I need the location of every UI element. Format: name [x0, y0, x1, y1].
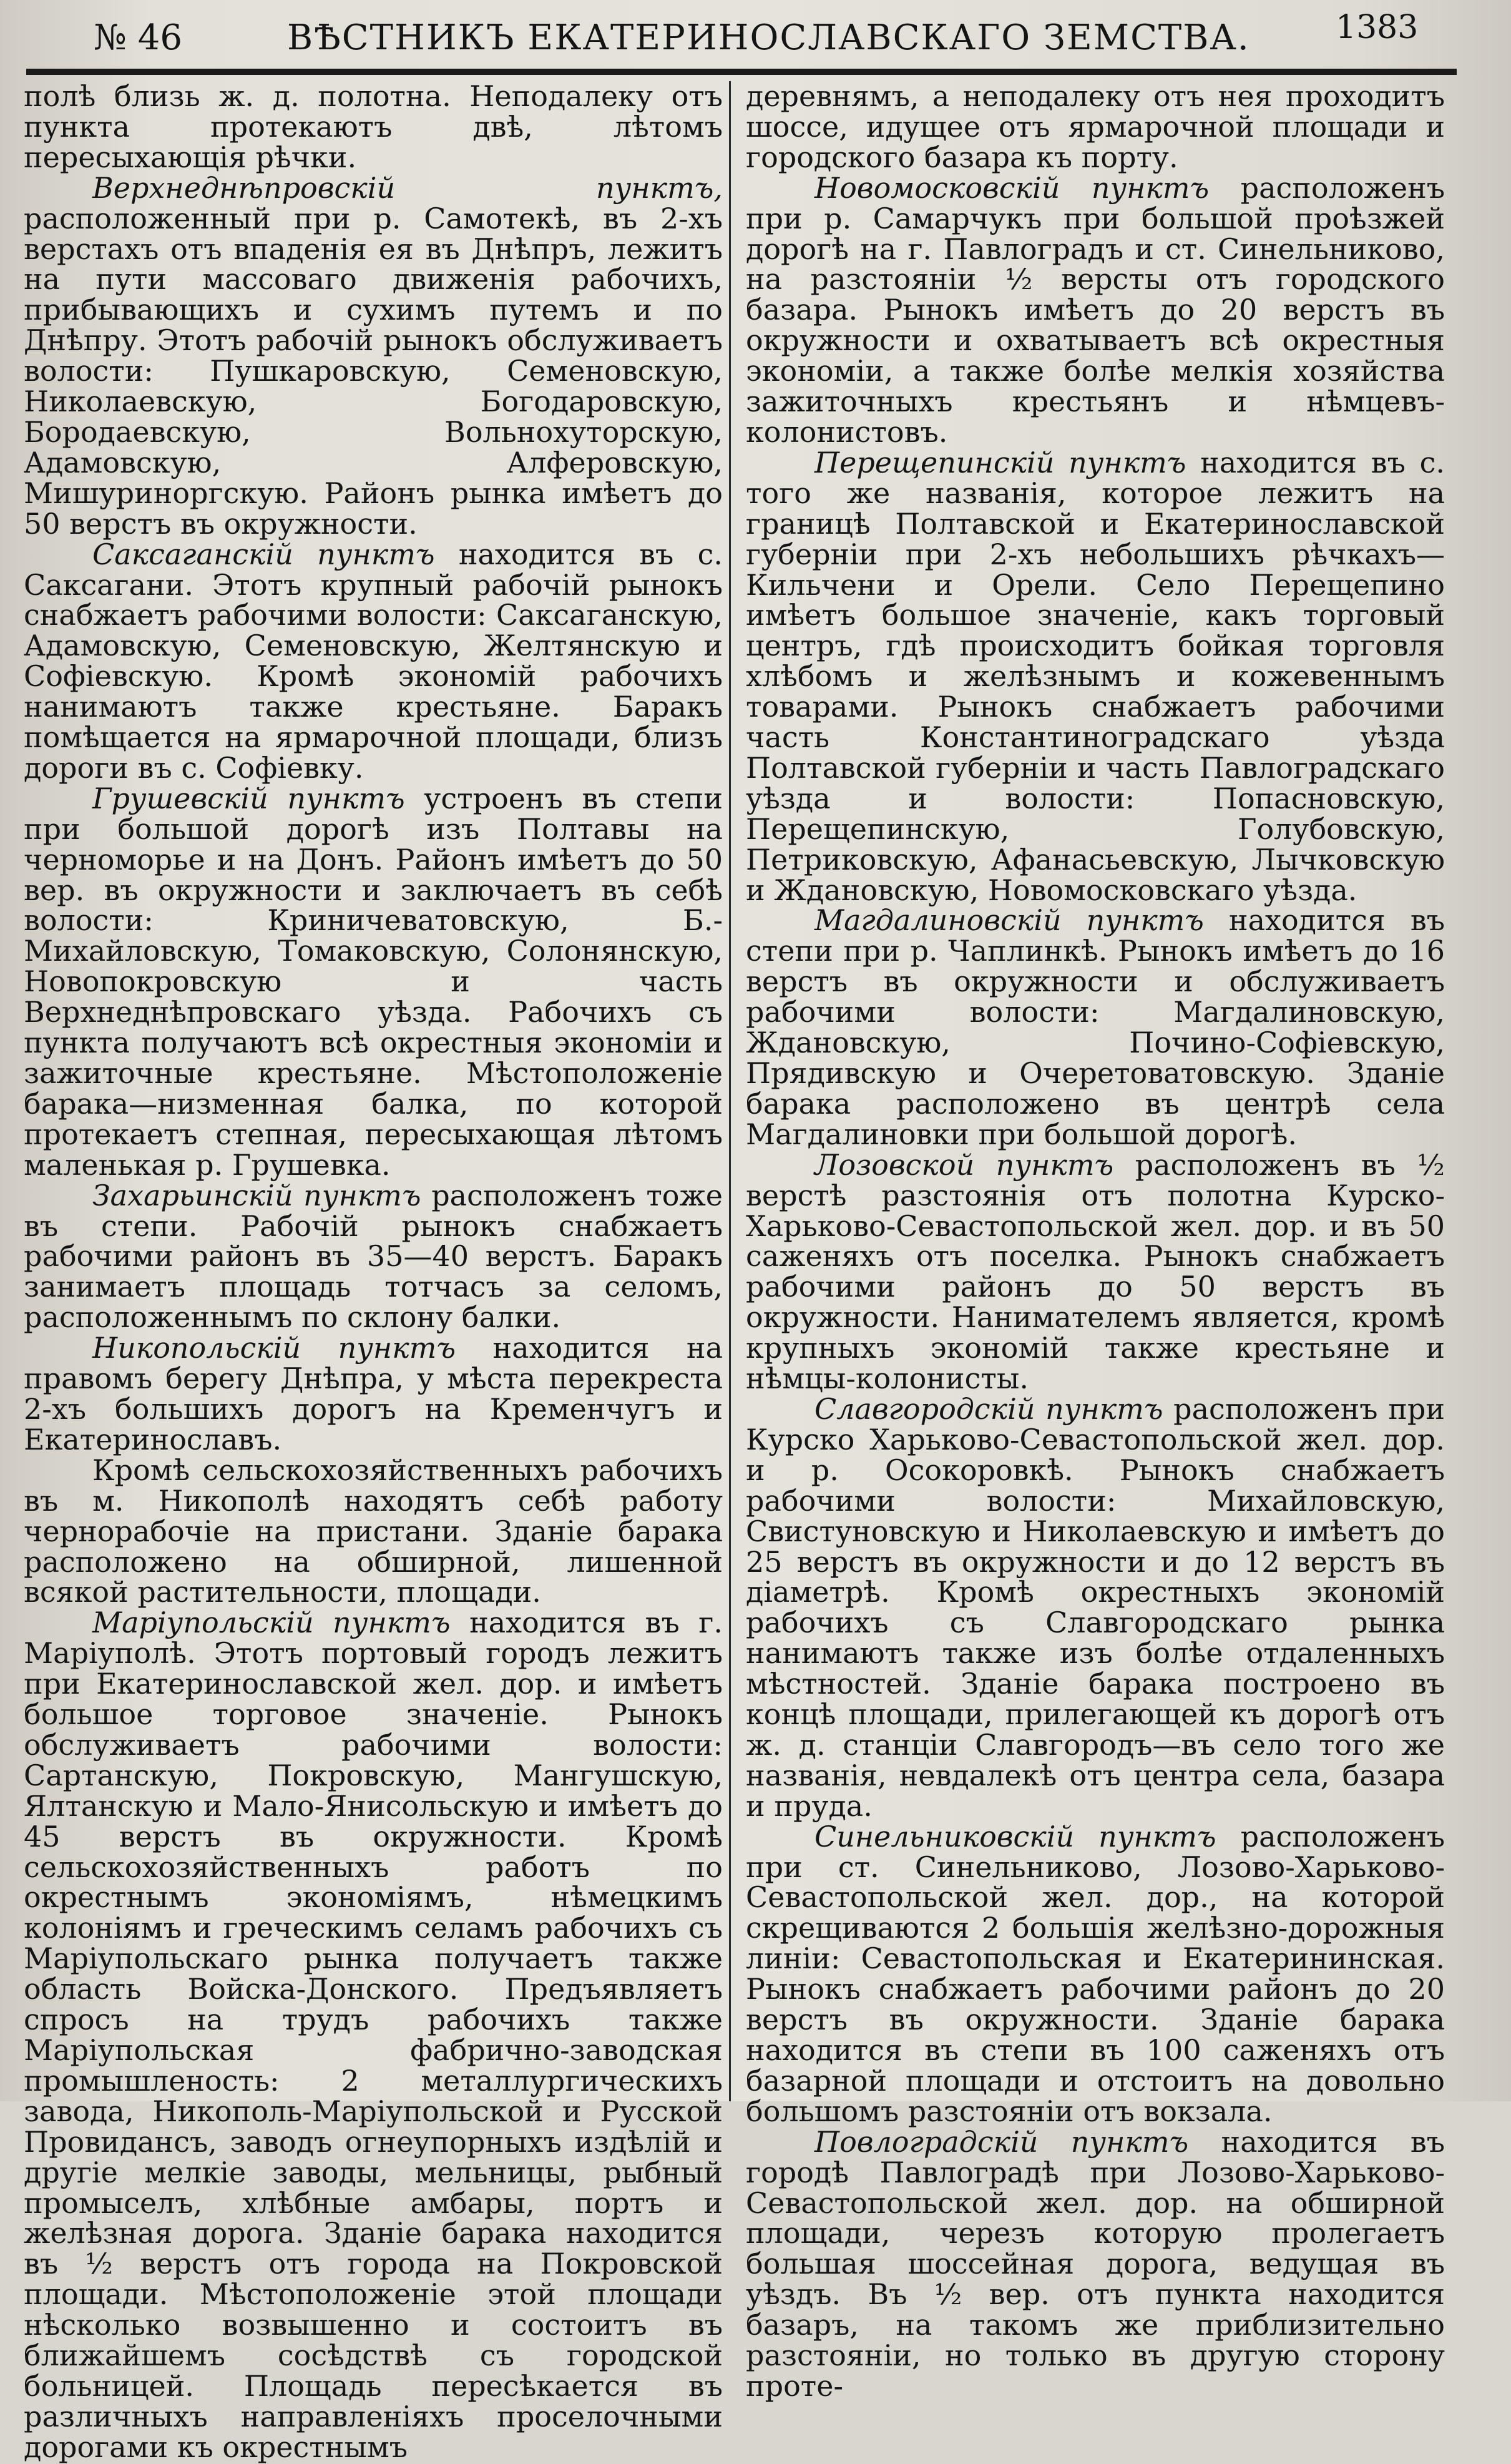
- paragraph: [746, 1147, 1445, 1396]
- right-column: [746, 79, 1445, 2403]
- paragraph: [24, 81, 723, 173]
- paragraph-text: Кромѣ сельскохозяйственныхъ рабочихъ въ м. Никополѣ находятъ себѣ работу чернорабочіе на пристани. Зданіе барака расположено на обширной, лишенной всякой растительности, площади.: [24, 1453, 723, 1609]
- paragraph: [746, 1394, 1445, 1822]
- station-name: Перещепинскій пунктъ: [814, 445, 1186, 479]
- paragraph-text: полѣ близь ж. д. полотна. Неподалеку отъ пункта протекаютъ двѣ, лѣтомъ пересыхающія рѣчки.: [24, 79, 723, 174]
- paragraph: [746, 170, 1445, 449]
- issue-number: № 46: [94, 17, 183, 58]
- paragraph: [24, 783, 723, 1180]
- paragraph: [24, 1607, 723, 2462]
- paragraph-text: находится въ с. того же названія, которое лежитъ на границѣ Полтавской и Екатеринославской губерніи при 2-хъ небольшихъ рѣчкахъ—Кильчени и Орели. Село Перещепино имѣетъ большое значеніе, какъ торговый центръ, гдѣ происходитъ бойкая торговля хлѣбомъ и желѣзнымъ и кожевеннымъ товарами. Рынокъ снабжаетъ рабочими часть Константиноградскаго уѣзда Полтавской губерніи и часть Павлоградскаго уѣзда и волости: Попасновскую, Перещепинскую, Голубовскую, Петриковскую, Афанасьевскую, Лычковскую и Ждановскую, Новомосковскаго уѣзда.: [746, 445, 1445, 907]
- station-name: Повлоградскій пунктъ: [814, 2124, 1189, 2159]
- paragraph-text: находится въ городѣ Павлоградѣ при Лозово-Харьково-Севастопольской жел. дор. на обширной площади, черезъ которую пролегаетъ большая шоссейная дорога, ведущая въ уѣздъ. Въ ½ вер. отъ пункта находится базаръ, на такомъ же приблизительно разстояніи, но только въ другую сторону проте-: [746, 2124, 1445, 2403]
- paragraph: [24, 1180, 723, 1333]
- station-name: Верхнеднѣпровскій пунктъ,: [92, 170, 723, 205]
- paragraph: [746, 905, 1445, 1149]
- paragraph-text: расположенъ при р. Самарчукъ при большой проѣзжей дорогѣ на г. Павлоградъ и ст. Синельниково, на разстояніи ½ версты отъ городского базара. Рынокъ имѣетъ до 20 верстъ въ окружности и охватываетъ всѣ окрестныя экономіи, а также болѣе мелкія хозяйства зажиточныхъ крестьянъ и нѣмцевъ-колонистовъ.: [746, 170, 1445, 449]
- paragraph-text: расположенъ въ ½ верстѣ разстоянія отъ полотна Курско-Харьково-Севастопольской жел. дор. и въ 50 саженяхъ отъ поселка. Рынокъ снабжаетъ рабочими районъ до 50 верстъ въ окружности. Нанимателемъ является, кромѣ крупныхъ экономій также крестьяне и нѣмцы-колонисты.: [746, 1147, 1445, 1396]
- paragraph: [24, 170, 723, 541]
- page-header: [0, 0, 1511, 69]
- station-name: Захарьинскій пунктъ: [92, 1178, 421, 1212]
- paragraph-text: находится на правомъ берегу Днѣпра, у мѣста перекреста 2-хъ большихъ дорогъ на Кременчугъ и Екатеринославъ.: [24, 1331, 723, 1456]
- journal-title: ВѢСТНИКЪ ЕКАТЕРИНОСЛАВСКАГО ЗЕМСТВА.: [287, 17, 1250, 58]
- station-name: Магдалиновскій пунктъ: [814, 903, 1204, 938]
- station-name: Синельниковскій пунктъ: [814, 1819, 1216, 1853]
- paragraph: [746, 445, 1445, 907]
- station-name: Славгородскій пунктъ: [814, 1392, 1163, 1426]
- column-divider: [729, 81, 731, 2101]
- paragraph-text: деревнямъ, а неподалеку отъ нея проходитъ шоссе, идущее отъ ярмарочной площади и городского базара къ порту.: [746, 79, 1445, 174]
- station-name: Маріупольскій пунктъ: [92, 1606, 451, 1640]
- page-number: 1383: [1336, 9, 1419, 46]
- paragraph-text: находится въ г. Маріуполѣ. Этотъ портовый городъ лежитъ при Екатеринославской жел. дор. и имѣетъ большое торговое значеніе. Рынокъ обслуживаетъ рабочими волости: Сартанскую, Покровскую, Мангушскую, Ялтанскую и Мало-Янисольскую и имѣетъ до 45 верстъ въ окружности. Кромѣ сельскохозяйственныхъ работъ по окрестнымъ экономіямъ, нѣмецкимъ колоніямъ и греческимъ селамъ рабочихъ съ Маріупольскаго рынка получаетъ также область Войска-Донского. Предъявляетъ спросъ на трудъ рабочихъ также Маріупольская фабрично-заводская промышленость: 2 металлургическихъ завода, Никополь-Маріупольской и Русской Провидансъ, заводъ огнеупорныхъ издѣлій и другіе мелкіе заводы, мельницы, рыбный промыселъ, хлѣбные амбары, портъ и желѣзная дорога. Зданіе барака находится въ ½ верстъ отъ города на Покровской площади. Мѣстоположеніе этой площади нѣсколько возвышенно и состоитъ въ ближайшемъ сосѣдствѣ съ городской больницей. Площадь пересѣкается въ различныхъ направленіяхъ проселочными дорогами къ окрестнымъ: [24, 1606, 723, 2464]
- paragraph: [24, 539, 723, 783]
- paragraph: [746, 2124, 1445, 2403]
- paragraph-text: расположенъ при ст. Синельниково, Лозово-Харьково-Севастопольской жел. дор., на которой скрещиваются 2 большія желѣзно-дорожныя линіи: Севастопольская и Екатерининская. Рынокъ снабжаетъ рабочими районъ до 20 верстъ въ окружности. Зданіе барака находится въ степи въ 100 саженяхъ отъ базарной площади и отстоитъ на довольно большомъ разстояніи отъ вокзала.: [746, 1819, 1445, 2128]
- station-name: Лозовской пунктъ: [814, 1147, 1114, 1182]
- paragraph-text: расположенный при р. Самотекѣ, въ 2-хъ верстахъ отъ впаденія ея въ Днѣпръ, лежитъ на пути массоваго движенія рабочихъ, прибывающихъ и сухимъ путемъ и по Днѣпру. Этотъ рабочій рынокъ обслуживаетъ волости: Пушкаровскую, Семеновскую, Николаевскую, Богодаровскую, Бородаевскую, Вольнохуторскую, Адамовскую, Алферовскую, Мишуриноргскую. Районъ рынка имѣетъ до 50 верстъ въ окружности.: [24, 201, 723, 541]
- paragraph-text: находится въ степи при р. Чаплинкѣ. Рынокъ имѣетъ до 16 верстъ въ окружности и обслуживаетъ рабочими волости: Магдалиновскую, Ждановскую, Почино-Софіевскую, Прядивскую и Очеретоватовскую. Зданіе барака расположено въ центрѣ села Магдалиновки при большой дорогѣ.: [746, 903, 1445, 1151]
- station-name: Новомосковскій пунктъ: [814, 170, 1210, 205]
- station-name: Никопольскій пунктъ: [92, 1331, 456, 1365]
- paragraph: [24, 1333, 723, 1455]
- left-column: [24, 79, 723, 2464]
- station-name: Грушевскій пунктъ: [92, 781, 405, 815]
- paragraph-text: расположенъ при Курско Харьково-Севастопольской жел. дор. и р. Осокоровкѣ. Рынокъ снабжаетъ рабочими волости: Михайловскую, Свистуновскую и Николаевскую и имѣетъ до 25 верстъ въ окружности и до 12 верстъ въ діаметрѣ. Кромѣ окрестныхъ экономій рабочихъ съ Славгородскаго рынка нанимаютъ также изъ болѣе отдаленныхъ мѣстностей. Зданіе барака построено въ концѣ площади, прилегающей къ дорогѣ отъ ж. д. станціи Славгородъ—въ село того же названія, невдалекѣ отъ центра села, базара и пруда.: [746, 1392, 1445, 1823]
- paragraph-text: расположенъ тоже въ степи. Рабочій рынокъ снабжаетъ рабочими районъ въ 35—40 верстъ. Баракъ занимаетъ площадь тотчасъ за селомъ, расположеннымъ по склону балки.: [24, 1178, 723, 1335]
- paragraph-text: устроенъ въ степи при большой дорогѣ изъ Полтавы на черноморье и на Донъ. Районъ имѣетъ до 50 вер. въ окружности и заключаетъ въ себѣ волости: Криничеватовскую, Б.-Михайловскую, Томаковскую, Солонянскую, Новопокровскую и часть Верхнеднѣпровскаго уѣзда. Рабочихъ съ пункта получаютъ всѣ окрестныя экономіи и зажиточные крестьяне. Мѣстоположеніе барака—низменная балка, по которой протекаетъ степная, пересыхающая лѣтомъ маленькая р. Грушевка.: [24, 781, 723, 1182]
- paragraph-text: находится въ с. Саксагани. Этотъ крупный рабочій рынокъ снабжаетъ рабочими волости: Саксаганскую, Адамовскую, Семеновскую, Желтянскую и Софіевскую. Кромѣ экономій рабочихъ нанимаютъ также крестьяне. Баракъ помѣщается на ярмарочной площади, близъ дороги въ с. Софіевку.: [24, 537, 723, 785]
- header-rule: [26, 69, 1457, 75]
- paragraph: [746, 81, 1445, 173]
- station-name: Саксаганскій пунктъ: [92, 537, 435, 571]
- paragraph: [746, 1819, 1445, 2128]
- paragraph: [24, 1455, 723, 1608]
